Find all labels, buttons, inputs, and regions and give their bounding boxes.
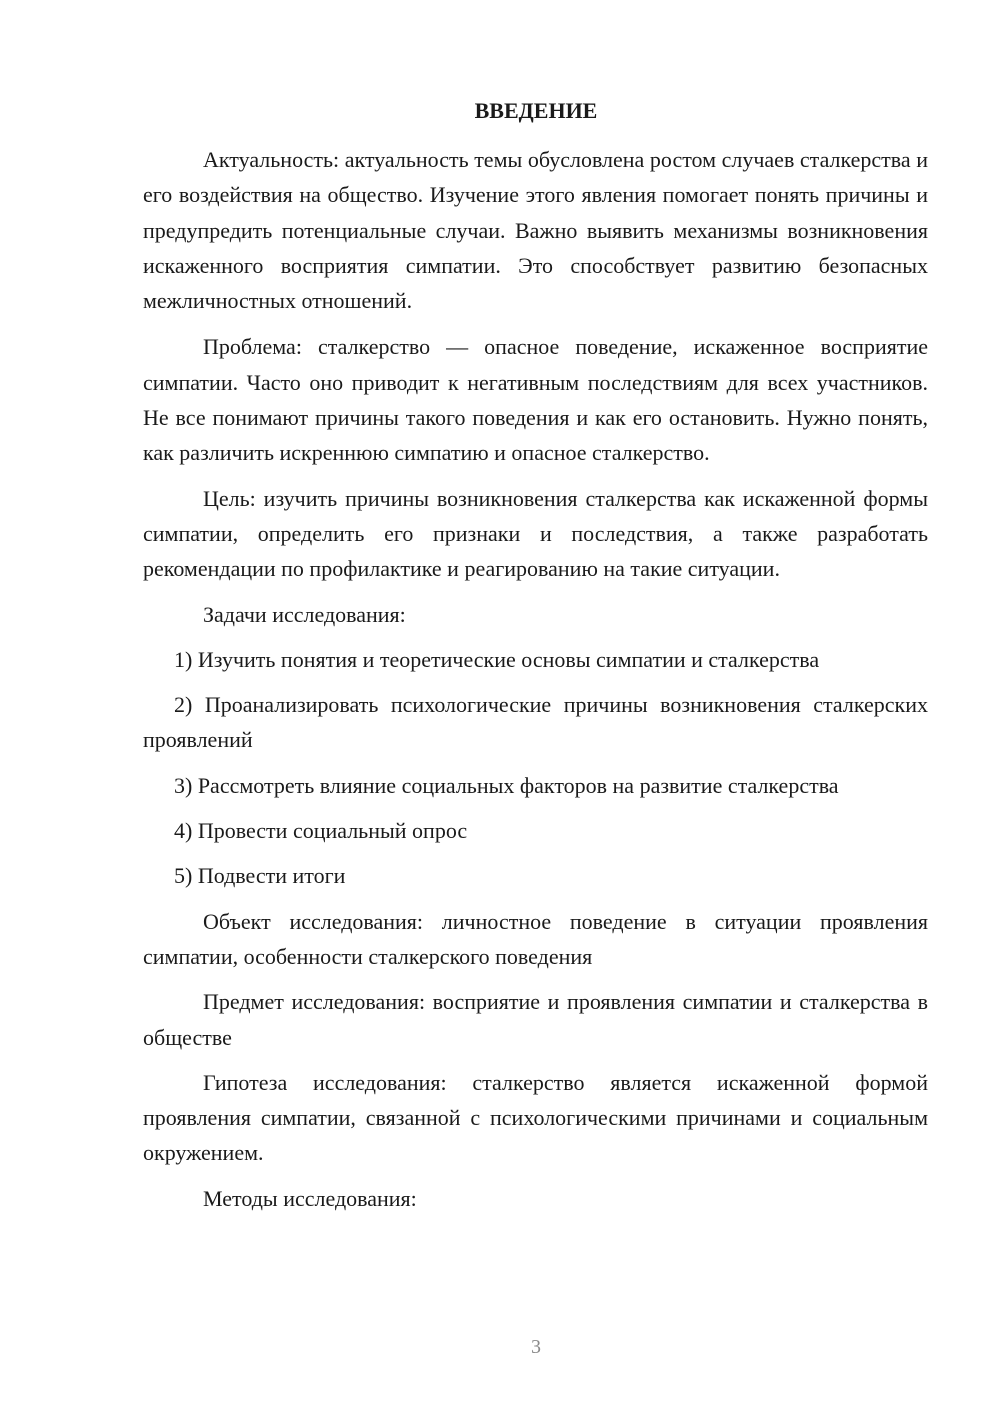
- goal-paragraph: Цель: изучить причины возникновения сталкерства как искаженной формы симпатии, определить его признаки и последствия, а также разработать рекомендации по профилактике и реагированию на такие ситуации.: [143, 485, 928, 582]
- section-title: ВВЕДЕНИЕ: [474, 98, 598, 123]
- task-item-4: 4) Провести социальный опрос: [174, 818, 468, 844]
- task-item-3: 3) Рассмотреть влияние социальных факторов на развитие сталкерства: [174, 772, 839, 798]
- hypothesis-paragraph: Гипотеза исследования: сталкерство является искаженной формой проявления симпатии, связанной с психологическими причинами и социальным окружением.: [143, 1069, 928, 1166]
- research-subject-paragraph: Предмет исследования: восприятие и проявления симпатии и сталкерства в обществе: [143, 989, 928, 1050]
- research-object-paragraph: Объект исследования: личностное поведение в ситуации проявления симпатии, особенности сталкерского поведения: [143, 908, 928, 969]
- relevance-paragraph: Актуальность: актуальность темы обусловлена ростом случаев сталкерства и его воздействия на общество. Изучение этого явления помогает понять причины и предупредить потенциальные случаи. Важно выявить механизмы возникновения искаженного восприятия симпатии. Это способствует развитию безопасных межличностных отношений.: [143, 147, 928, 314]
- tasks-heading: Задачи исследования:: [203, 601, 406, 627]
- task-item-2: 2) Проанализировать психологические причины возникновения сталкерских проявлений: [143, 692, 928, 753]
- document-body: [143, 142, 928, 1216]
- page-number: 3: [531, 1336, 541, 1358]
- task-item-1: 1) Изучить понятия и теоретические основы симпатии и сталкерства: [174, 646, 820, 672]
- methods-heading: Методы исследования:: [203, 1185, 417, 1211]
- task-item-5: 5) Подвести итоги: [174, 863, 346, 889]
- problem-paragraph: Проблема: сталкерство — опасное поведение, искаженное восприятие симпатии. Часто оно приводит к негативным последствиям для всех участников. Не все понимают причины такого поведения и как его остановить. Нужно понять, как различить искреннюю симпатию и опасное сталкерство.: [143, 334, 928, 466]
